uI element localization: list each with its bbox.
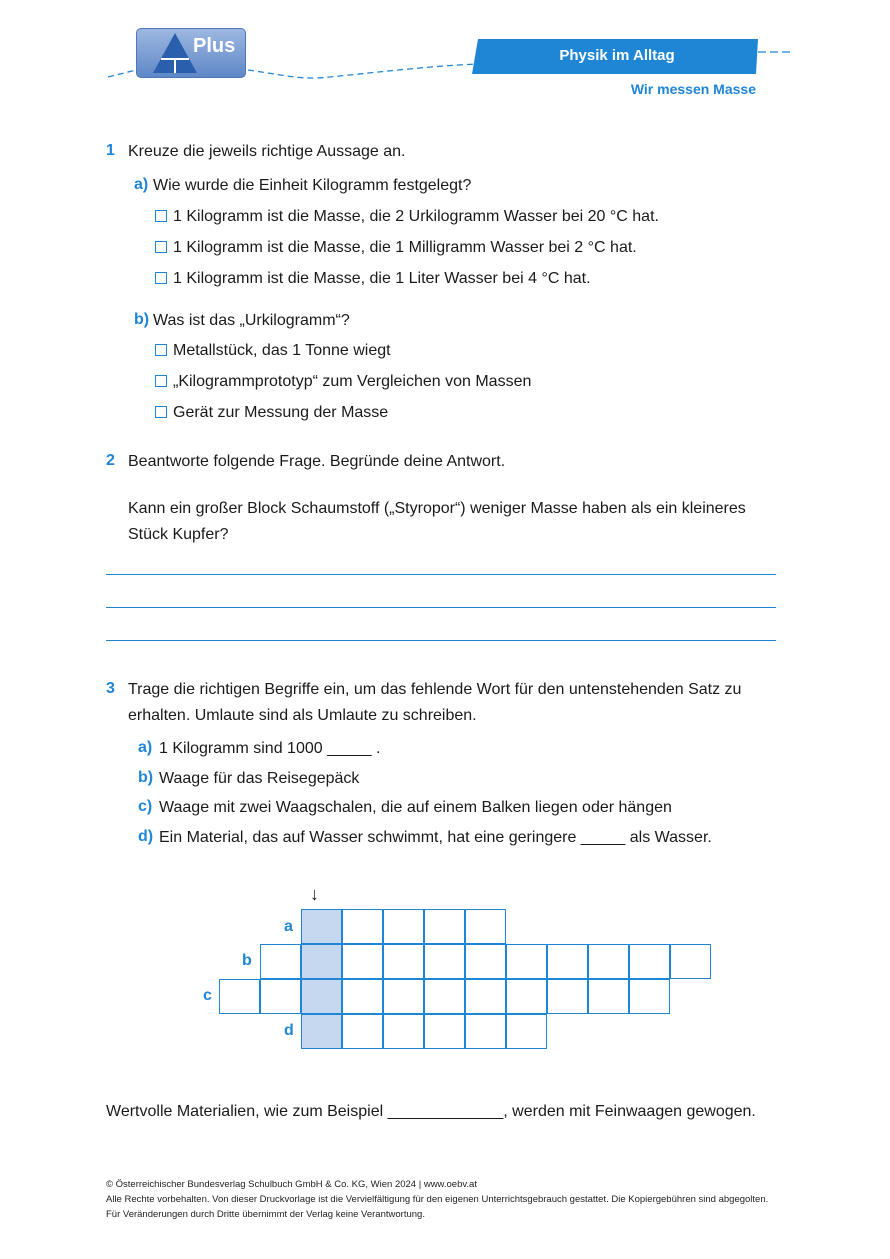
crossword-solution-cell[interactable] bbox=[301, 909, 342, 944]
task1-number: 1 bbox=[106, 142, 115, 159]
crossword-cell[interactable] bbox=[588, 944, 629, 979]
task3-item-label: c) bbox=[138, 798, 153, 815]
crossword-cell[interactable] bbox=[260, 944, 301, 979]
task3-instruction-line2: erhalten. Umlaute sind als Umlaute zu schreiben. bbox=[128, 707, 477, 724]
crossword-cell[interactable] bbox=[465, 944, 506, 979]
task1b-label: b) bbox=[134, 311, 150, 328]
footer-rights: Alle Rechte vorbehalten. Von dieser Druckvorlage ist die Vervielfältigung für den eigenen Unterrichtsgebrauch gestattet. Die Kopiergebühren sind abgegolten. bbox=[106, 1194, 769, 1205]
footer-copyright: © Österreichischer Bundesverlag Schulbuch GmbH & Co. KG, Wien 2024 | www.oebv.at bbox=[106, 1179, 477, 1190]
task1b-option-3[interactable]: Gerät zur Messung der Masse bbox=[155, 403, 388, 423]
task3-item-text: Waage mit zwei Waagschalen, die auf einem Balken liegen oder hängen bbox=[159, 799, 672, 816]
series-title: Physik im Alltag bbox=[559, 47, 675, 64]
crossword-cell[interactable] bbox=[383, 909, 424, 944]
task2-question-line2: Stück Kupfer? bbox=[128, 526, 229, 543]
task1a-option-3[interactable]: 1 Kilogramm ist die Masse, die 1 Liter Wasser bei 4 °C hat. bbox=[155, 269, 591, 289]
task2-question-line1: Kann ein großer Block Schaumstoff („Styropor“) weniger Masse haben als ein kleineres bbox=[128, 500, 746, 517]
task1a-label: a) bbox=[134, 176, 149, 193]
crossword-row-label-d: d bbox=[284, 1022, 294, 1039]
answer-line[interactable] bbox=[106, 574, 776, 575]
crossword-cell[interactable] bbox=[629, 979, 670, 1014]
crossword-cell[interactable] bbox=[588, 979, 629, 1014]
task1a-option-2[interactable]: 1 Kilogramm ist die Masse, die 1 Milligramm Wasser bei 2 °C hat. bbox=[155, 238, 637, 258]
crossword-cell[interactable] bbox=[260, 979, 301, 1014]
task3-item-text: 1 Kilogramm sind 1000 _____ . bbox=[159, 740, 381, 757]
task1b-option-2[interactable]: „Kilogrammprototyp“ zum Vergleichen von Massen bbox=[155, 372, 531, 392]
header-decoration bbox=[0, 0, 890, 110]
crossword-cell[interactable] bbox=[465, 1014, 506, 1049]
crossword-solution-cell[interactable] bbox=[301, 979, 342, 1014]
crossword-cell[interactable] bbox=[383, 979, 424, 1014]
crossword-cell[interactable] bbox=[506, 979, 547, 1014]
checkbox-icon[interactable] bbox=[155, 344, 167, 356]
crossword-cell[interactable] bbox=[506, 944, 547, 979]
answer-line[interactable] bbox=[106, 607, 776, 608]
task3-number: 3 bbox=[106, 680, 115, 697]
crossword-cell[interactable] bbox=[424, 979, 465, 1014]
crossword-cell[interactable] bbox=[547, 944, 588, 979]
crossword-cell[interactable] bbox=[342, 944, 383, 979]
crossword-cell[interactable] bbox=[547, 979, 588, 1014]
crossword-row-label-a: a bbox=[284, 918, 293, 935]
checkbox-icon[interactable] bbox=[155, 406, 167, 418]
answer-line[interactable] bbox=[106, 640, 776, 641]
crossword-cell[interactable] bbox=[383, 944, 424, 979]
task1b-option-1[interactable]: Metallstück, das 1 Tonne wiegt bbox=[155, 341, 391, 361]
crossword-cell[interactable] bbox=[342, 1014, 383, 1049]
logo bbox=[136, 28, 246, 78]
crossword-cell[interactable] bbox=[424, 909, 465, 944]
crossword-solution-cell[interactable] bbox=[301, 944, 342, 979]
solution-arrow-icon: ↓ bbox=[310, 884, 319, 904]
crossword-solution-cell[interactable] bbox=[301, 1014, 342, 1049]
task1b-question: Was ist das „Urkilogramm“? bbox=[153, 312, 350, 329]
logo-text: Plus bbox=[193, 35, 236, 57]
crossword-cell[interactable] bbox=[424, 944, 465, 979]
task3-item-label: a) bbox=[138, 739, 153, 756]
task3-item-label: b) bbox=[138, 769, 154, 786]
checkbox-icon[interactable] bbox=[155, 210, 167, 222]
checkbox-icon[interactable] bbox=[155, 375, 167, 387]
crossword-cell[interactable] bbox=[670, 944, 711, 979]
crossword-row-label-c: c bbox=[203, 987, 212, 1004]
crossword-cell[interactable] bbox=[465, 979, 506, 1014]
crossword-cell[interactable] bbox=[424, 1014, 465, 1049]
crossword-cell[interactable] bbox=[342, 909, 383, 944]
task2-instruction: Beantworte folgende Frage. Begründe deine Antwort. bbox=[128, 453, 506, 470]
task3-item-label: d) bbox=[138, 828, 154, 845]
task2-number: 2 bbox=[106, 452, 115, 469]
crossword-cell[interactable] bbox=[465, 909, 506, 944]
crossword-cell[interactable] bbox=[383, 1014, 424, 1049]
task3-item-text: Ein Material, das auf Wasser schwimmt, hat eine geringere _____ als Wasser. bbox=[159, 829, 712, 846]
crossword-cell[interactable] bbox=[219, 979, 260, 1014]
crossword-cell[interactable] bbox=[342, 979, 383, 1014]
task1a-option-1[interactable]: 1 Kilogramm ist die Masse, die 2 Urkilogramm Wasser bei 20 °C hat. bbox=[155, 207, 659, 227]
topic-title: Wir messen Masse bbox=[630, 81, 756, 97]
checkbox-icon[interactable] bbox=[155, 272, 167, 284]
crossword-cell[interactable] bbox=[629, 944, 670, 979]
task1a-question: Wie wurde die Einheit Kilogramm festgelegt? bbox=[153, 177, 472, 194]
crossword-row-label-b: b bbox=[242, 952, 252, 969]
task3-item-text: Waage für das Reisegepäck bbox=[159, 770, 360, 787]
footer-disclaimer: Für Veränderungen durch Dritte übernimmt der Verlag keine Verantwortung. bbox=[106, 1209, 425, 1220]
task1-instruction: Kreuze die jeweils richtige Aussage an. bbox=[128, 143, 406, 160]
checkbox-icon[interactable] bbox=[155, 241, 167, 253]
task3-instruction-line1: Trage die richtigen Begriffe ein, um das fehlende Wort für den untenstehenden Satz zu bbox=[128, 681, 742, 698]
crossword-cell[interactable] bbox=[506, 1014, 547, 1049]
final-sentence: Wertvolle Materialien, wie zum Beispiel _____________, werden mit Feinwaagen gewogen. bbox=[106, 1103, 756, 1120]
